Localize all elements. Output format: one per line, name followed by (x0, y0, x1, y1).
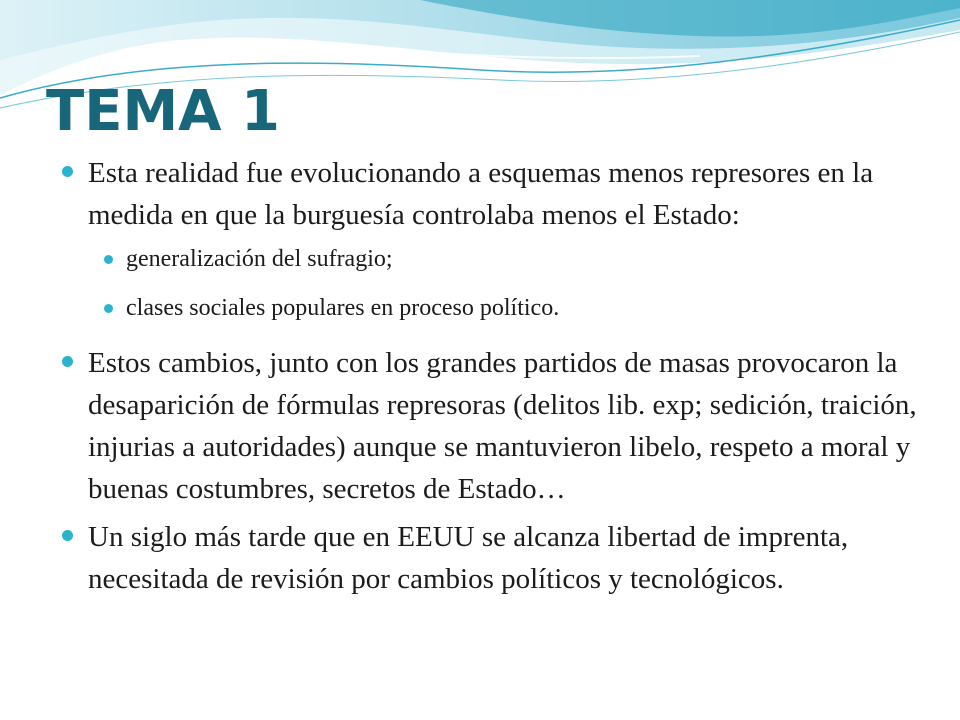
sub-bullet-text: clases sociales populares en proceso político. (126, 295, 560, 321)
bullet-list (62, 152, 922, 600)
bullet-item (62, 152, 922, 323)
sub-bullet-dot-icon (104, 304, 113, 313)
bullet-content (62, 152, 922, 606)
sub-bullet-list (88, 244, 922, 323)
slide-title: TEMA 1 (46, 79, 280, 144)
bullet-dot-icon (62, 166, 73, 177)
bullet-text: Esta realidad fue evolucionando a esquemas menos represores en la medida en que la burguesía controlaba menos el Estado: (88, 157, 874, 231)
bullet-dot-icon (62, 356, 73, 367)
sub-bullet-dot-icon (104, 255, 113, 264)
sub-bullet-item (88, 293, 922, 323)
bullet-item (62, 516, 922, 600)
sub-bullet-item (88, 244, 922, 274)
bullet-text: Un siglo más tarde que en EEUU se alcanza libertad de imprenta, necesitada de revisión por cambios políticos y tecnológicos. (88, 521, 849, 595)
sub-bullet-text: generalización del sufragio; (126, 246, 393, 272)
bullet-dot-icon (62, 530, 73, 541)
bullet-text: Estos cambios, junto con los grandes partidos de masas provocaron la desaparición de fórmulas represoras (delitos lib. exp; sedición, traición, injurias a autoridades) aunque se mantuvieron libelo, respeto a moral y buenas costumbres, secretos de Estado… (88, 347, 917, 505)
bullet-item (62, 342, 922, 510)
